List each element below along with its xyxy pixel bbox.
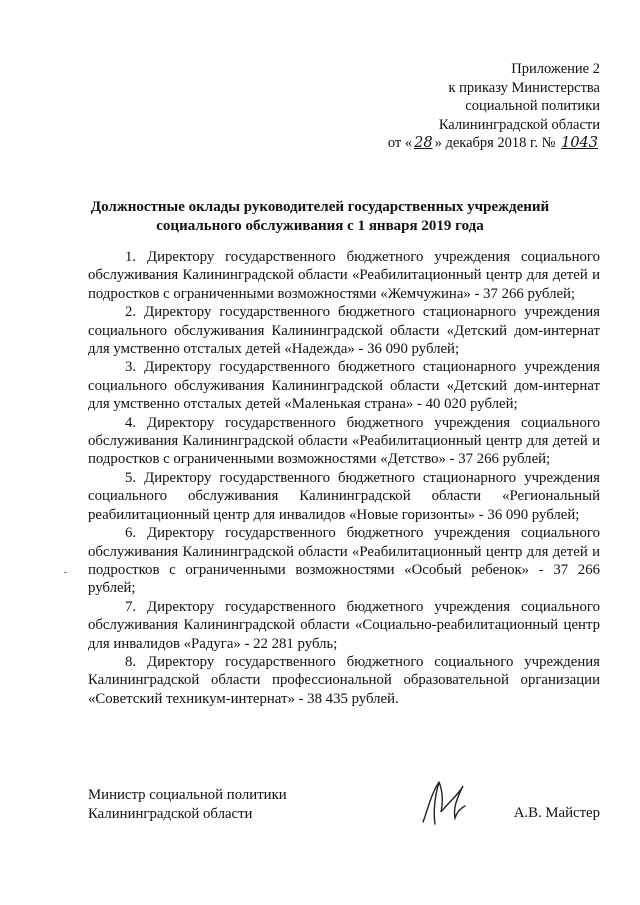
signature-block: [88, 786, 600, 823]
document-title: [60, 198, 580, 236]
order-reference: к приказу Министерства: [448, 79, 600, 96]
item-text: Директору государственного бюджетного учреждения социального обслуживания Калининградской области «Социально-реабилитационный центр для инвалидов «Радуга» - 22 281 рубль;: [88, 598, 600, 652]
handwritten-order-number: 1043: [561, 135, 598, 151]
signatory-position: Министр социальной политики: [88, 787, 287, 803]
list-item: [88, 248, 600, 303]
date-middle: » декабря 2018 г. №: [434, 135, 556, 151]
list-item: [88, 358, 600, 413]
item-text: Директору государственного бюджетного социального учреждения Калининградской области профессиональной образовательной организации «Советский техникум-интернат» - 38 435 рублей.: [88, 653, 600, 707]
title-line-2: социального обслуживания с 1 января 2019 года: [156, 218, 484, 234]
order-date-line: [340, 134, 600, 153]
ministry-name: социальной политики: [465, 98, 600, 114]
item-number: 2.: [125, 304, 137, 321]
list-item: [88, 303, 600, 358]
appendix-header: [340, 60, 600, 153]
item-text: Директору государственного бюджетного учреждения социального обслуживания Калининградской области «Реабилитационный центр для детей и подростков с ограниченными возможностями «Детство» - 37 266 рублей;: [88, 414, 600, 468]
signatory-region: Калининградской области: [88, 805, 253, 822]
item-number: 3.: [125, 359, 137, 376]
salary-list: [88, 248, 600, 708]
item-text: Директору государственного бюджетного стационарного учреждения социального обслуживания Калининградской области «Региональный реабилитационный центр для инвалидов «Новые горизонты» - 36 090 рублей;: [88, 469, 600, 523]
title-line-1: Должностные оклады руководителей государственных учреждений: [90, 199, 550, 215]
item-number: 4.: [125, 414, 137, 431]
date-prefix: от «: [387, 135, 413, 151]
item-number: 6.: [125, 525, 137, 542]
list-item: [88, 598, 600, 653]
item-text: Директору государственного бюджетного учреждения социального обслуживания Калининградской области «Реабилитационный центр для детей и подростков с ограниченными возможностями «Жемчужина» - 37 266 рублей;: [88, 249, 600, 302]
appendix-label: Приложение 2: [511, 61, 600, 77]
item-number: 7.: [125, 598, 137, 615]
item-number: 5.: [125, 469, 137, 486]
margin-speck: [64, 572, 67, 573]
list-item: [88, 524, 600, 598]
item-number: 8.: [125, 653, 137, 670]
item-text: Директору государственного бюджетного учреждения социального обслуживания Калининградской области «Реабилитационный центр для детей и подростков с ограниченными возможностями «Особый ребенок» - 37 266 рублей;: [88, 525, 600, 597]
signatory-name: А.В. Майстер: [513, 805, 600, 821]
list-item: [88, 469, 600, 524]
list-item: [88, 414, 600, 469]
item-number: 1.: [125, 249, 137, 265]
handwritten-signature: [413, 772, 473, 832]
handwritten-day: 28: [414, 135, 433, 151]
item-text: Директору государственного бюджетного стационарного учреждения социального обслуживания Калининградской области «Детский дом-интернат для умственно отсталых детей «Надежда» - 36 090 рублей;: [88, 304, 600, 358]
region-name: Калининградской области: [438, 116, 600, 133]
list-item: [88, 653, 600, 708]
item-text: Директору государственного бюджетного стационарного учреждения социального обслуживания Калининградской области «Детский дом-интернат для умственно отсталых детей «Маленькая страна» - 40 020 рублей;: [88, 359, 600, 413]
